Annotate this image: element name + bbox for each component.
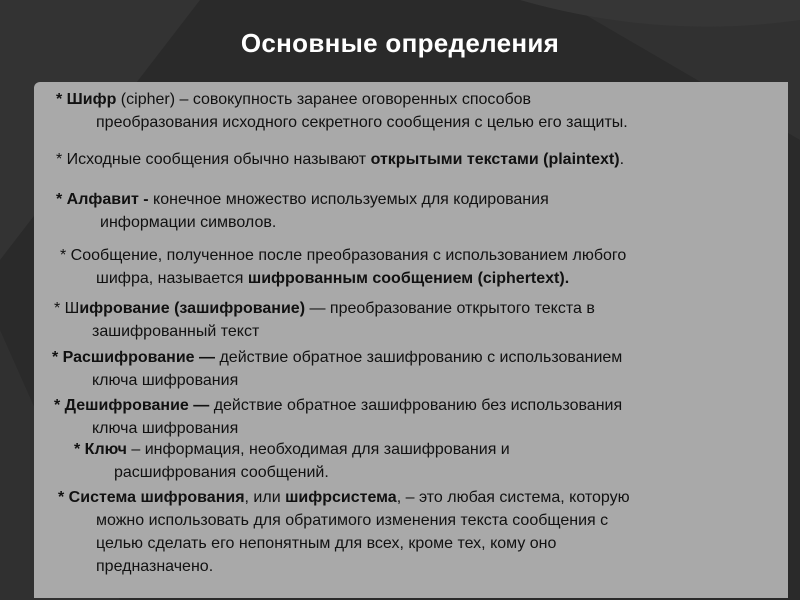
definition-line: [58, 532, 630, 555]
bold-term: шифрованным сообщением (ciphertext).: [247, 270, 570, 287]
text-run: — преобразование открытого текста в: [305, 300, 595, 317]
definition-line: [56, 151, 624, 168]
definition-cryptosystem: [58, 486, 630, 578]
text-run: целью сделать его непонятным для всех, кроме тех, кому оно: [96, 535, 557, 552]
text-run: преобразования исходного секретного сообщения с целью его защиты.: [96, 114, 628, 131]
text-run: , или: [244, 489, 286, 506]
text-run: действие обратное зашифрованию с использованием: [215, 349, 623, 366]
text-run: * Сообщение, полученное после преобразования с использованием любого: [60, 247, 627, 264]
definition-line: [56, 211, 549, 234]
text-run: ключа шифрования: [92, 372, 239, 389]
text-run: ключа шифрования: [92, 420, 239, 437]
bold-term: * Дешифрование —: [54, 397, 210, 414]
text-run: конечное множество используемых для кодирования: [148, 191, 549, 208]
text-run: информации символов.: [100, 214, 277, 231]
definition-cipher: [56, 88, 628, 134]
text-run: зашифрованный текст: [92, 323, 260, 340]
text-run: шифра, называется: [96, 270, 248, 287]
bold-term: * Расшифрование —: [52, 349, 216, 366]
bold-term: * Ключ: [74, 441, 127, 458]
definition-plaintext: [56, 148, 624, 171]
text-run: – информация, необходимая для зашифрования и: [126, 441, 510, 458]
text-run: предназначено.: [96, 558, 214, 575]
text-run: * Исходные сообщения обычно называют: [56, 151, 371, 168]
definition-line: [54, 397, 622, 414]
bold-term: * Шифр: [56, 91, 117, 108]
definition-encryption: [54, 297, 595, 343]
bold-term: ифрование (зашифрование): [79, 300, 306, 317]
definition-line: [56, 191, 549, 208]
text-run: , – это любая система, которую: [396, 489, 630, 506]
bold-term: * Алфавит -: [56, 191, 149, 208]
definition-ciphertext: [60, 244, 626, 290]
text-run: действие обратное зашифрованию без использования: [209, 397, 623, 414]
definition-line: [54, 320, 595, 343]
definition-key: [74, 438, 510, 484]
definition-line: [58, 489, 630, 506]
slide-title: Основные определения: [240, 28, 560, 58]
text-run: (cipher) – совокупность заранее оговоренных способов: [116, 91, 532, 108]
definition-line: [52, 349, 622, 366]
definition-line: [54, 417, 622, 440]
definition-line: [58, 509, 630, 532]
definition-line: [60, 247, 626, 264]
bold-term: открытыми текстами (plaintext): [370, 151, 620, 168]
definition-line: [74, 441, 510, 458]
definition-line: [56, 111, 628, 134]
text-run: можно использовать для обратимого изменения текста сообщения с: [96, 512, 609, 529]
definition-alphabet: [56, 188, 549, 234]
definition-decryption: [52, 346, 622, 392]
definition-line: [54, 300, 595, 317]
text-run: .: [619, 151, 625, 168]
definition-line: [60, 267, 626, 290]
text-run: расшифрования сообщений.: [114, 464, 329, 481]
definition-line: [52, 369, 622, 392]
definition-line: [74, 461, 510, 484]
text-run: * Ш: [54, 300, 80, 317]
bold-term: шифрсистема: [285, 489, 397, 506]
bold-term: * Система шифрования: [58, 489, 245, 506]
definition-cryptanalysis: [54, 394, 622, 440]
definition-line: [56, 91, 531, 108]
definition-line: [58, 555, 630, 578]
